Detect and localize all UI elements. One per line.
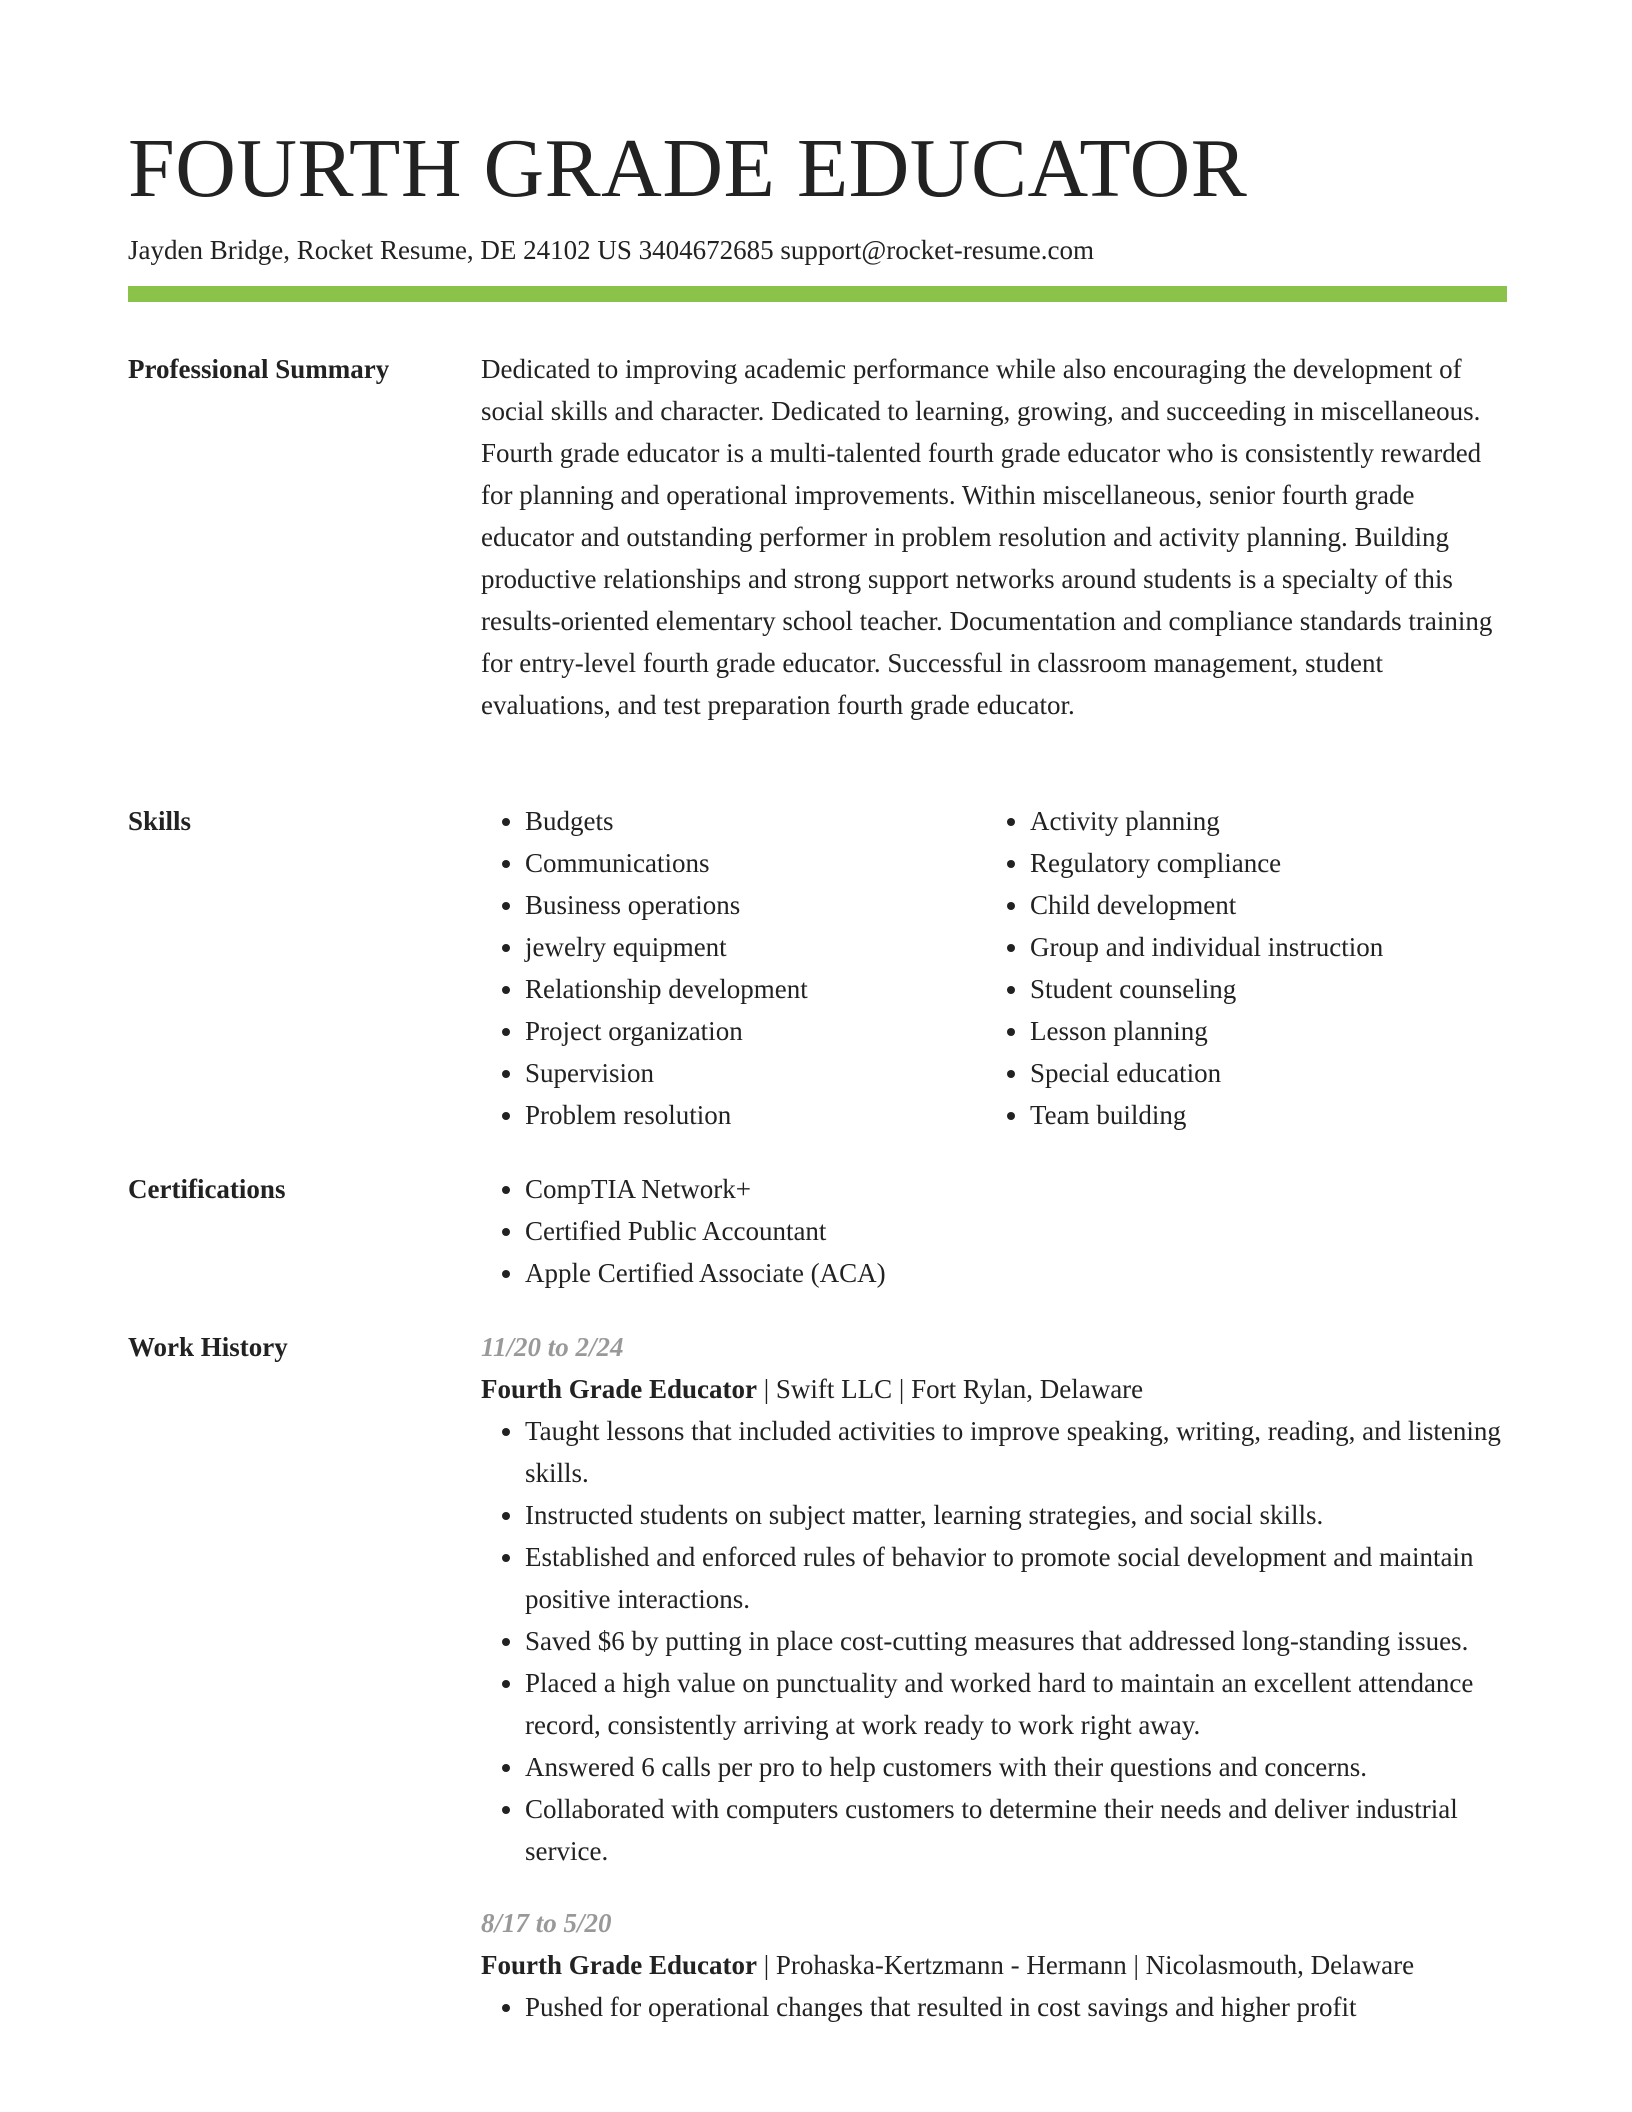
job-title: Fourth Grade Educator [481,1950,757,1980]
job-heading [481,1368,1507,1410]
page-title: FOURTH GRADE EDUCATOR [128,122,1248,215]
certification-item: • Apple Certified Associate (ACA) [525,1252,1507,1294]
job-bullet: • Answered 6 calls per pro to help customers with their questions and concerns. [525,1746,1507,1788]
job-bullet: • Instructed students on subject matter, learning strategies, and social skills. [525,1494,1507,1536]
skill-item: • Lesson planning [1030,1010,1491,1052]
job-entry [481,1326,1507,1872]
certifications-body [481,1168,1507,1294]
skill-item: • Special education [1030,1052,1491,1094]
skill-item: • Student counseling [1030,968,1491,1010]
job-title: Fourth Grade Educator [481,1374,757,1404]
job-bullet: • Pushed for operational changes that resulted in cost savings and higher profit [525,1986,1507,2028]
skill-item: • Supervision [525,1052,986,1094]
job-details: | Swift LLC | Fort Rylan, Delaware [757,1374,1144,1404]
work-history-heading: Work History [128,1332,288,1362]
job-bullet: • Collaborated with computers customers to determine their needs and deliver industrial service. [525,1788,1507,1872]
header-divider [128,286,1507,302]
skills-body [481,800,1507,1136]
skills-column-left [481,800,986,1136]
job-bullet: • Placed a high value on punctuality and worked hard to maintain an excellent attendance record, consistently arriving at work ready to work right away. [525,1662,1507,1746]
job-details: | Prohaska-Kertzmann - Hermann | Nicolasmouth, Delaware [757,1950,1415,1980]
skill-item: • Relationship development [525,968,986,1010]
skills-column-right [986,800,1491,1136]
skill-item: • jewelry equipment [525,926,986,968]
job-bullets [481,1986,1507,2028]
skill-item: • Problem resolution [525,1094,986,1136]
job-bullet: • Taught lessons that included activities to improve speaking, writing, reading, and listening skills. [525,1410,1507,1494]
work-history-body [481,1326,1507,2028]
skill-item: • Project organization [525,1010,986,1052]
contact-line: Jayden Bridge, Rocket Resume, DE 24102 US 3404672685 support@rocket-resume.com [128,235,1094,265]
skills-heading: Skills [128,806,192,836]
job-dates: 8/17 to 5/20 [481,1908,612,1938]
skill-item: • Team building [1030,1094,1491,1136]
certifications-heading: Certifications [128,1174,286,1204]
job-bullet: • Established and enforced rules of behavior to promote social development and maintain positive interactions. [525,1536,1507,1620]
job-entry [481,1902,1507,2028]
skill-item: • Business operations [525,884,986,926]
skill-item: • Child development [1030,884,1491,926]
skill-item: • Group and individual instruction [1030,926,1491,968]
certification-item: • Certified Public Accountant [525,1210,1507,1252]
certification-item: • CompTIA Network+ [525,1168,1507,1210]
skill-item: • Regulatory compliance [1030,842,1491,884]
job-bullets [481,1410,1507,1872]
summary-heading: Professional Summary [128,354,390,384]
job-heading [481,1944,1507,1986]
skill-item: • Communications [525,842,986,884]
job-dates: 11/20 to 2/24 [481,1332,624,1362]
summary-text: Dedicated to improving academic performance while also encouraging the development of social skills and character. Dedicated to learning, growing, and succeeding in miscellaneous. Fourth grade educator is a multi-talented fourth grade educator who is consistently rewarded for planning and operational improvements. Within miscellaneous, senior fourth grade educator and outstanding performer in problem resolution and activity planning. Building productive relationships and strong support networks around students is a specialty of this results-oriented elementary school teacher. Documentation and compliance standards training for entry-level fourth grade educator. Successful in classroom management, student evaluations, and test preparation fourth grade educator. [481,354,1493,720]
skill-item: • Budgets [525,800,986,842]
job-bullet: • Saved $6 by putting in place cost-cutting measures that addressed long-standing issues. [525,1620,1507,1662]
skill-item: • Activity planning [1030,800,1491,842]
summary-body [481,348,1507,726]
